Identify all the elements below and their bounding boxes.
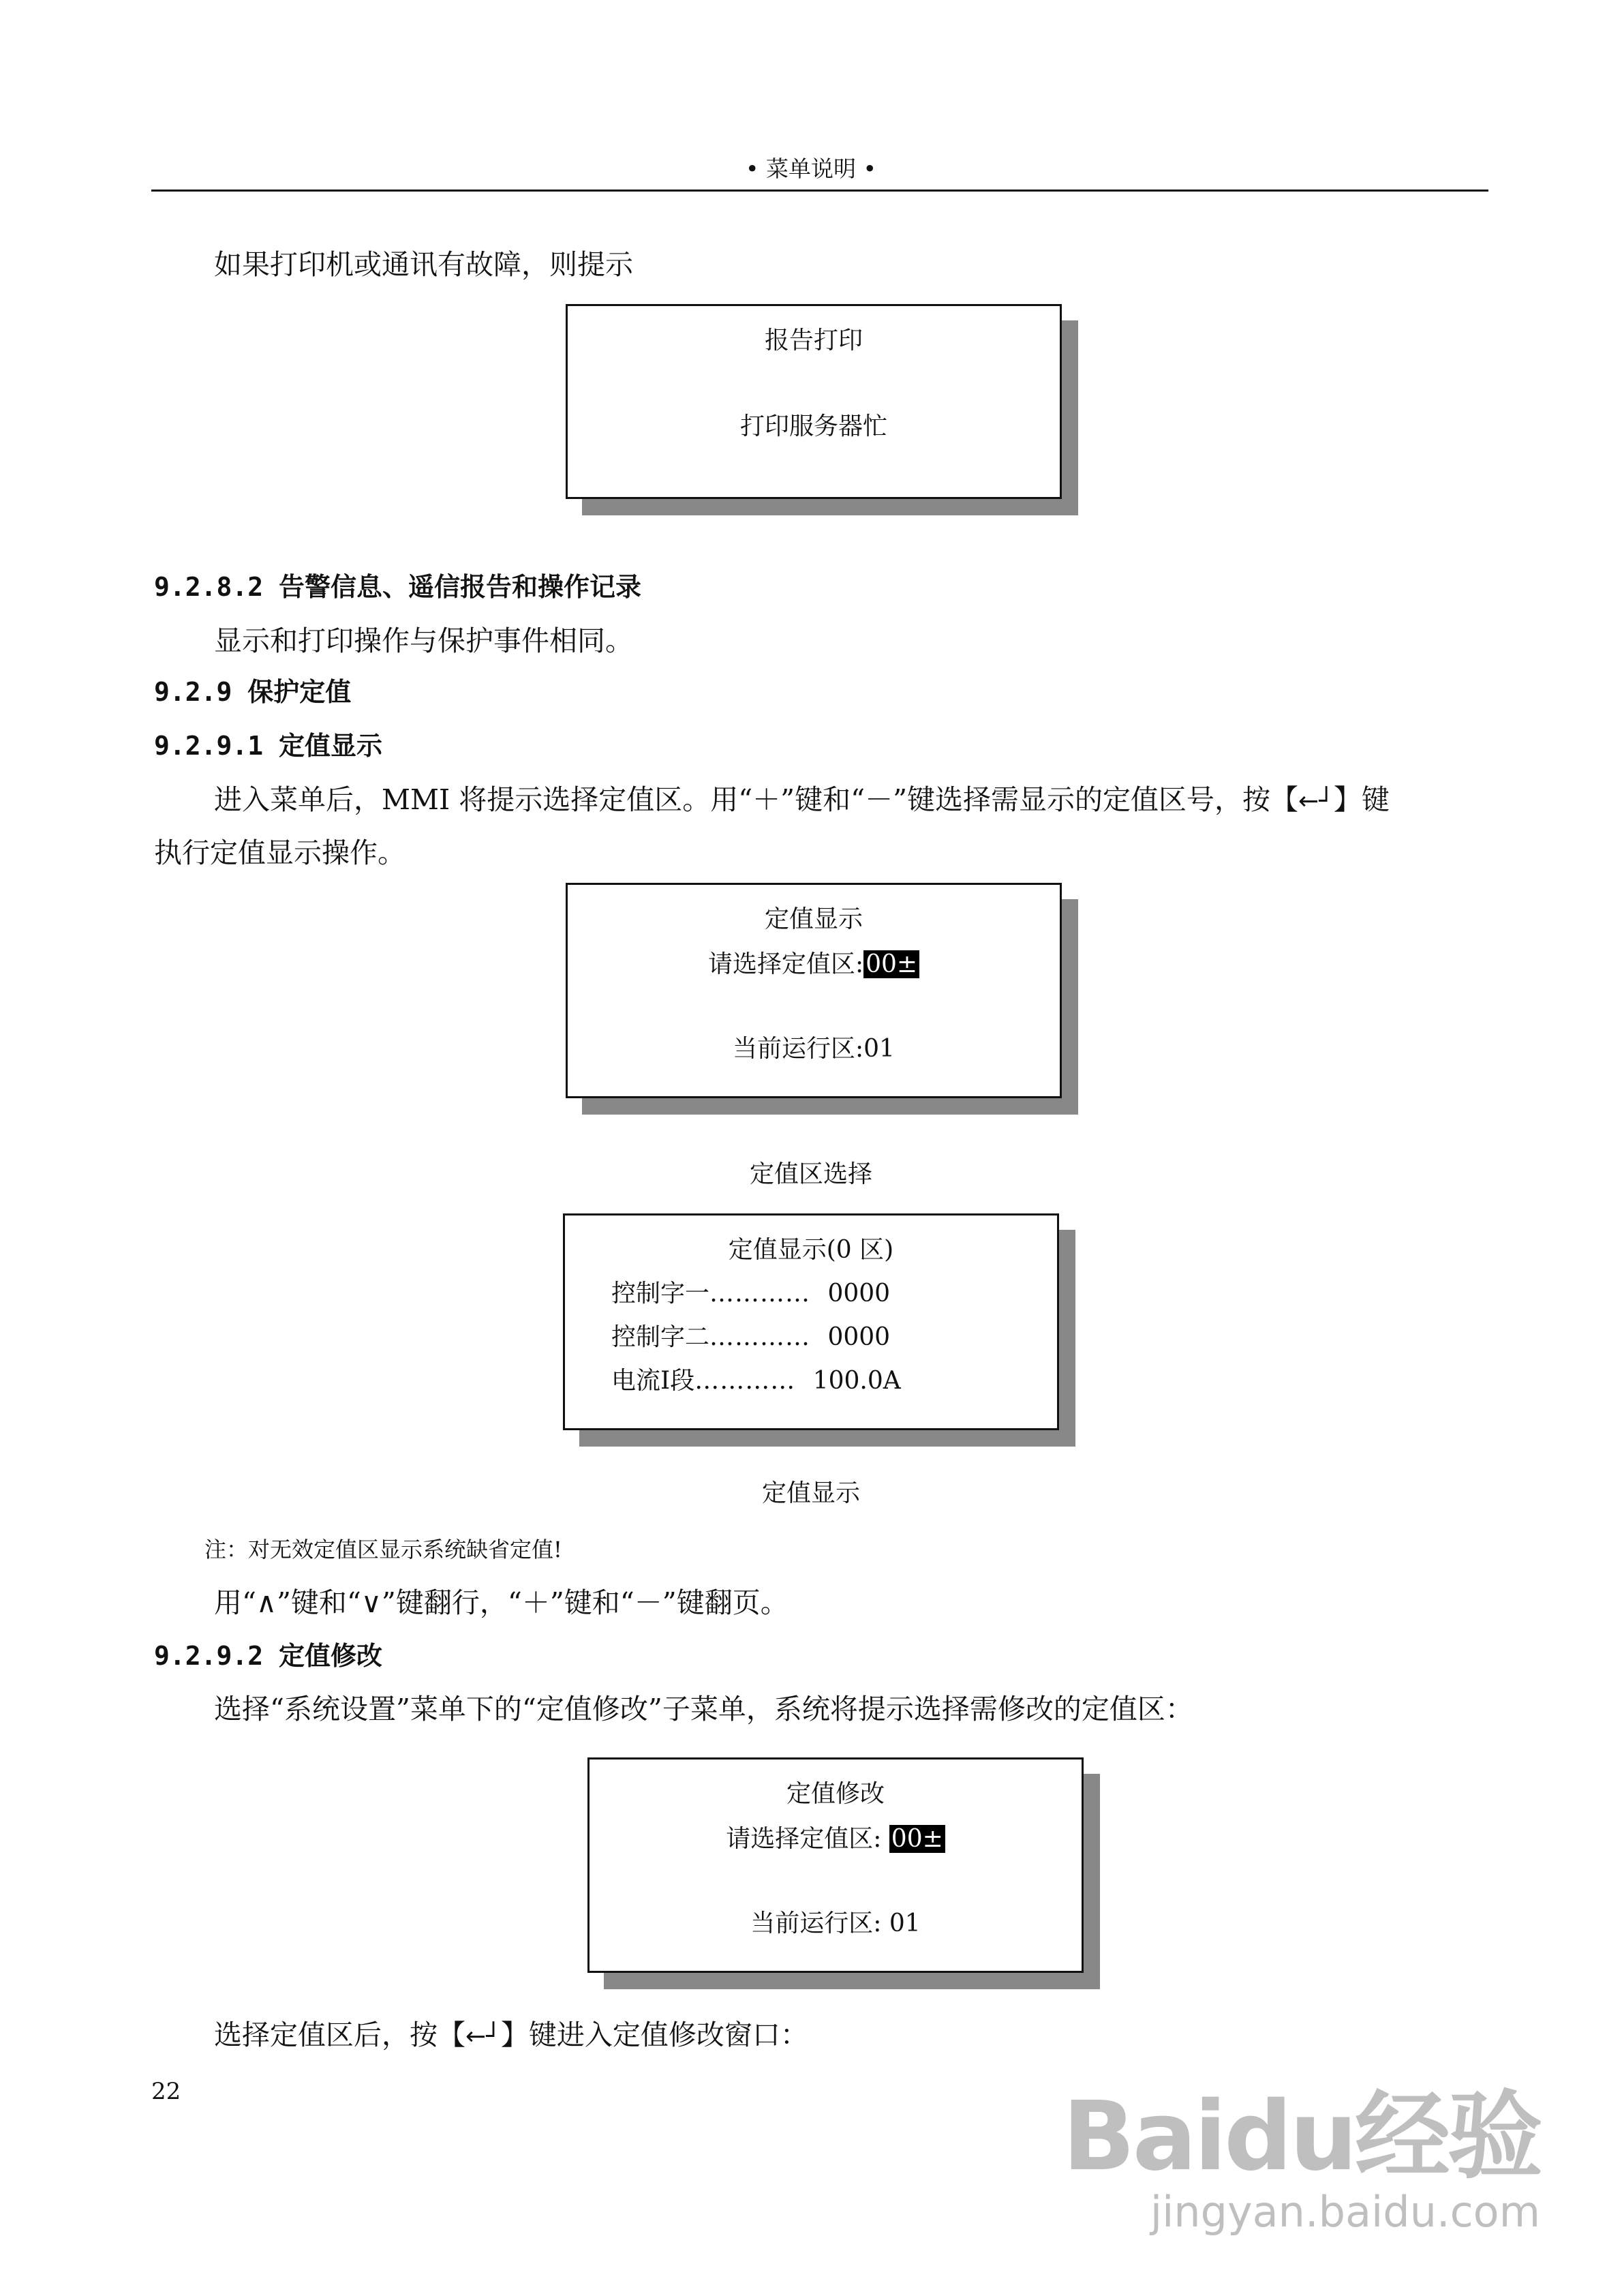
setting-label: 电流Ⅰ段 [611,1367,695,1395]
print-dialog-title: 报告打印 [764,327,863,354]
section-heading-9291: 9.2.9.1 定值显示 [154,731,383,761]
zone-select-prompt-label: 请选择定值区: [707,950,864,978]
zone-modify-current: 当前运行区: 01 [750,1909,921,1937]
zone-select-current: 当前运行区:01 [733,1035,895,1063]
paragraph-9292: 选择“系统设置”菜单下的“定值修改”子菜单，系统将提示选择需修改的定值区： [214,1693,1193,1725]
print-dialog-message: 打印服务器忙 [739,412,887,440]
section-heading-929: 9.2.9 保护定值 [154,677,352,707]
setting-label: 控制字二 [611,1323,710,1351]
header-divider [151,190,1488,192]
setting-display-dialog [563,1213,1059,1430]
paragraph-after-text-b: 】键进入定值修改窗口： [500,2019,808,2051]
note-text: 注：对无效定值区显示系统缺省定值! [204,1537,562,1562]
setting-value: 0000 [827,1323,891,1351]
section-heading-9292: 9.2.9.2 定值修改 [154,1641,383,1671]
watermark-url: jingyan.baidu.com [1150,2187,1540,2237]
setting-row [611,1361,901,1396]
setting-row [611,1318,890,1353]
paragraph-after-select [214,2012,808,2053]
paragraph-9291-line2: 执行定值显示操作。 [154,836,406,869]
enter-key-icon: ←┘ [465,2023,501,2051]
enter-key-icon: ←┘ [1298,787,1334,815]
zone-select-value: 00± [863,950,919,978]
setting-leader: ………… [709,1323,811,1351]
setting-row [611,1274,890,1309]
paragraph-after-text-a: 选择定值区后，按【 [214,2019,465,2051]
paragraph-9291-text-a: 进入菜单后，MMI 将提示选择定值区。用“＋”键和“－”键选择需显示的定值区号，按【 [214,783,1299,816]
watermark-logo: Baidu经验 [1062,2081,1540,2192]
zone-select-title: 定值显示 [764,905,863,933]
setting-display-title: 定值显示(0 区) [728,1236,894,1264]
zone-select-prompt [568,945,1060,980]
setting-label: 控制字一 [611,1280,710,1308]
setting-leader: ………… [709,1280,811,1308]
print-busy-dialog [566,304,1062,499]
baidu-watermark [1062,2081,1540,2237]
setting-leader: ………… [694,1367,796,1395]
paragraph-9291-line1 [214,777,1390,817]
setting-value: 100.0A [812,1367,901,1395]
zone-select-dialog [566,883,1062,1098]
zone-modify-prompt-label: 请选择定值区: [726,1825,889,1853]
setting-value: 0000 [827,1280,891,1308]
paragraph-9282: 显示和打印操作与保护事件相同。 [214,624,633,657]
paragraph-navigation: 用“∧”键和“∨”键翻行，“＋”键和“－”键翻页。 [214,1586,789,1619]
section-heading-9282: 9.2.8.2 告警信息、遥信报告和操作记录 [154,572,642,602]
page-number: 22 [151,2078,181,2105]
caption-zone-select: 定值区选择 [749,1160,872,1188]
zone-modify-prompt [590,1819,1082,1854]
intro-paragraph: 如果打印机或通讯有故障，则提示 [214,248,633,281]
zone-modify-title: 定值修改 [786,1780,885,1808]
running-header: • 菜单说明 • [746,155,876,182]
zone-modify-dialog [587,1757,1084,1973]
zone-modify-value: 00± [889,1825,945,1853]
paragraph-9291-text-b: 】键 [1333,783,1390,816]
caption-setting-display: 定值显示 [761,1479,860,1507]
